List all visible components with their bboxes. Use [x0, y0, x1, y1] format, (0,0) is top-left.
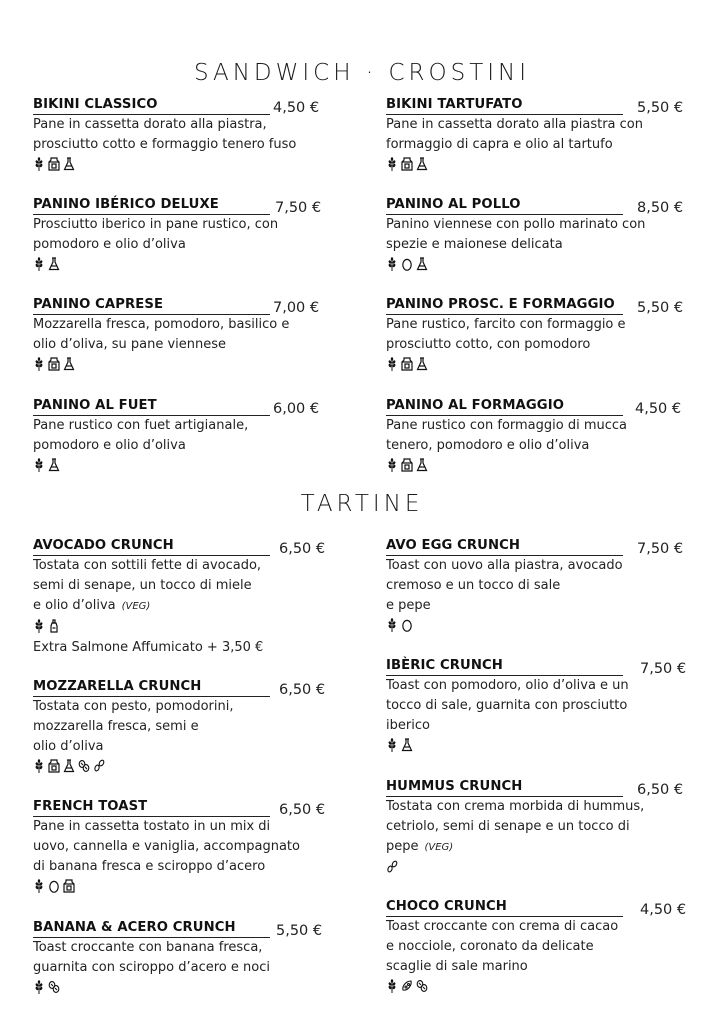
item-description	[33, 817, 333, 877]
description-line: Pane in cassetta dorato alla piastra con	[386, 117, 643, 132]
item-name: PANINO AL FORMAGGIO	[386, 398, 623, 416]
item-description	[386, 416, 686, 456]
description-line: guarnita con sciroppo d’acero e noci	[33, 960, 270, 975]
item-name: BANANA & ACERO CRUNCH	[33, 920, 270, 938]
description-line: Panino viennese con pollo marinato con	[386, 217, 646, 232]
description-line: Toast croccante con crema di cacao	[386, 919, 619, 934]
mustard-bottle-icon	[48, 619, 60, 633]
item-name: CHOCO CRUNCH	[386, 899, 623, 917]
allergen-icons	[386, 859, 686, 875]
description-line: pomodoro e olio d’oliva	[33, 237, 186, 252]
sandwich-menu-item	[386, 398, 686, 473]
item-price: 5,50 €	[637, 300, 684, 316]
sandwich-menu-item	[33, 97, 333, 172]
wheat-icon	[386, 357, 398, 371]
item-price: 6,50 €	[637, 782, 684, 798]
description-line: pepe (VEG)	[386, 839, 454, 854]
item-name: BIKINI CLASSICO	[33, 97, 270, 115]
description-line: Pane in cassetta tostato in un mix di	[33, 819, 271, 834]
sandwich-menu-item	[33, 297, 333, 372]
item-description	[33, 315, 333, 355]
wheat-icon	[386, 458, 398, 472]
flask-icon	[63, 357, 75, 371]
allergen-icons	[386, 356, 686, 372]
description-line: semi di senape, un tocco di miele	[33, 578, 252, 593]
description-line: scaglie di sale marino	[386, 959, 528, 974]
egg-icon	[48, 879, 60, 893]
item-description	[386, 676, 686, 736]
item-name: PANINO PROSC. E FORMAGGIO	[386, 297, 623, 315]
item-price: 4,50 €	[273, 100, 320, 116]
item-description	[33, 416, 333, 456]
description-line: prosciutto cotto e formaggio tenero fuso	[33, 137, 297, 152]
extra-option: Extra Salmone Affumicato + 3,50 €	[33, 640, 264, 655]
item-description	[33, 215, 333, 255]
milk-carton-icon	[48, 157, 60, 171]
wheat-icon	[33, 759, 45, 773]
item-price: 6,50 €	[279, 682, 326, 698]
item-name: IBÈRIC CRUNCH	[386, 658, 623, 676]
item-price: 7,50 €	[637, 541, 684, 557]
nuts-icon	[48, 980, 60, 994]
description-line: di banana fresca e sciroppo d’acero	[33, 859, 266, 874]
allergen-icons	[33, 758, 333, 774]
allergen-icons	[33, 878, 333, 894]
item-name: PANINO AL FUET	[33, 398, 270, 416]
description-line: mozzarella fresca, semi e	[33, 719, 199, 734]
item-price: 6,00 €	[273, 401, 320, 417]
item-name: PANINO AL POLLO	[386, 197, 623, 215]
description-line: Pane rustico con fuet artigianale,	[33, 418, 249, 433]
description-line: iberico	[386, 718, 430, 733]
flask-icon	[63, 157, 75, 171]
allergen-icons	[33, 156, 333, 172]
wheat-icon	[386, 979, 398, 993]
item-price: 5,50 €	[276, 923, 323, 939]
tartine-section-title: TARTINE	[300, 491, 424, 517]
sandwich-menu-item	[33, 398, 333, 473]
wheat-icon	[33, 879, 45, 893]
description-line: Pane rustico, farcito con formaggio e	[386, 317, 626, 332]
description-line: Tostata con crema morbida di hummus,	[386, 799, 645, 814]
item-price: 7,50 €	[275, 200, 322, 216]
milk-carton-icon	[401, 458, 413, 472]
tartine-menu-item	[33, 920, 333, 995]
description-line: uovo, cannella e vaniglia, accompagnato	[33, 839, 300, 854]
item-description	[386, 115, 686, 155]
item-name: MOZZARELLA CRUNCH	[33, 679, 270, 697]
description-line: prosciutto cotto, con pomodoro	[386, 337, 591, 352]
description-line: cetriolo, semi di senape e un tocco di	[386, 819, 630, 834]
milk-carton-icon	[401, 157, 413, 171]
egg-icon	[401, 618, 413, 632]
allergen-icons	[386, 457, 686, 473]
item-description	[33, 697, 333, 757]
item-description	[33, 938, 333, 978]
description-line: cremoso e un tocco di sale	[386, 578, 561, 593]
allergen-icons	[386, 617, 686, 633]
seeds-icon	[386, 860, 398, 874]
description-line: e olio d’oliva (VEG)	[33, 598, 151, 613]
flask-icon	[416, 257, 428, 271]
nuts-icon	[78, 759, 90, 773]
allergen-icons	[33, 356, 333, 372]
description-line: Tostata con sottili fette di avocado,	[33, 558, 262, 573]
item-name: PANINO CAPRESE	[33, 297, 270, 315]
milk-carton-icon	[48, 357, 60, 371]
item-description	[33, 556, 333, 617]
description-line: e pepe	[386, 598, 431, 613]
wheat-icon	[33, 257, 45, 271]
allergen-icons	[33, 256, 333, 272]
sandwich-section-title: SANDWICH · CROSTINI	[193, 60, 531, 86]
item-price: 6,50 €	[279, 802, 326, 818]
description-line: spezie e maionese delicata	[386, 237, 563, 252]
flask-icon	[416, 157, 428, 171]
flask-icon	[416, 357, 428, 371]
wheat-icon	[33, 619, 45, 633]
milk-carton-icon	[48, 759, 60, 773]
description-line: Pane rustico con formaggio di mucca	[386, 418, 628, 433]
sandwich-menu-item	[386, 97, 686, 172]
description-line: olio d’oliva, su pane viennese	[33, 337, 227, 352]
allergen-icons	[33, 618, 333, 634]
sandwich-menu-item	[33, 197, 333, 272]
tartine-menu-item	[386, 779, 686, 875]
flask-icon	[416, 458, 428, 472]
description-line: tocco di sale, guarnita con prosciutto	[386, 698, 628, 713]
description-line: Toast con pomodoro, olio d’oliva e un	[386, 678, 629, 693]
description-line: Toast croccante con banana fresca,	[33, 940, 263, 955]
egg-icon	[401, 257, 413, 271]
item-price: 4,50 €	[640, 902, 687, 918]
tartine-menu-item	[386, 538, 686, 633]
tartine-menu-item	[33, 538, 333, 658]
item-name: AVOCADO CRUNCH	[33, 538, 270, 556]
item-description	[386, 556, 686, 616]
tartine-menu-item	[33, 679, 333, 774]
tartine-menu-item	[386, 899, 686, 994]
item-description	[386, 215, 686, 255]
description-line: e nocciole, coronato da delicate	[386, 939, 594, 954]
description-line: Pane in cassetta dorato alla piastra,	[33, 117, 267, 132]
description-line: Mozzarella fresca, pomodoro, basilico e	[33, 317, 290, 332]
soy-icon	[401, 979, 413, 993]
item-price: 8,50 €	[637, 200, 684, 216]
wheat-icon	[386, 738, 398, 752]
flask-icon	[63, 759, 75, 773]
item-name: HUMMUS CRUNCH	[386, 779, 623, 797]
milk-carton-icon	[401, 357, 413, 371]
item-name: BIKINI TARTUFATO	[386, 97, 623, 115]
veg-tag: (VEG)	[121, 601, 151, 612]
allergen-icons	[33, 457, 333, 473]
wheat-icon	[33, 157, 45, 171]
wheat-icon	[33, 357, 45, 371]
description-line: Tostata con pesto, pomodorini,	[33, 699, 234, 714]
tartine-menu-item	[386, 658, 686, 753]
wheat-icon	[33, 458, 45, 472]
item-description	[386, 797, 686, 858]
nuts-icon	[416, 979, 428, 993]
description-line: olio d’oliva	[33, 739, 104, 754]
description-line: tenero, pomodoro e olio d’oliva	[386, 438, 590, 453]
sandwich-menu-item	[386, 297, 686, 372]
allergen-icons	[386, 978, 686, 994]
description-line: Toast con uovo alla piastra, avocado	[386, 558, 623, 573]
seeds-icon	[93, 759, 105, 773]
description-line: formaggio di capra e olio al tartufo	[386, 137, 613, 152]
wheat-icon	[33, 980, 45, 994]
item-description	[386, 917, 686, 977]
sandwich-menu-item	[386, 197, 686, 272]
veg-tag: (VEG)	[424, 842, 454, 853]
item-price: 7,50 €	[640, 661, 687, 677]
item-description	[33, 115, 333, 155]
item-name: FRENCH TOAST	[33, 799, 270, 817]
flask-icon	[401, 738, 413, 752]
item-price: 7,00 €	[273, 300, 320, 316]
flask-icon	[48, 458, 60, 472]
allergen-icons	[386, 256, 686, 272]
wheat-icon	[386, 157, 398, 171]
allergen-icons	[386, 737, 686, 753]
milk-carton-icon	[63, 879, 75, 893]
allergen-icons	[386, 156, 686, 172]
item-price: 5,50 €	[637, 100, 684, 116]
item-name: PANINO IBÉRICO DELUXE	[33, 197, 270, 215]
item-price: 6,50 €	[279, 541, 326, 557]
item-name: AVO EGG CRUNCH	[386, 538, 623, 556]
tartine-menu-item	[33, 799, 333, 894]
wheat-icon	[386, 257, 398, 271]
item-description	[386, 315, 686, 355]
item-price: 4,50 €	[635, 401, 682, 417]
flask-icon	[48, 257, 60, 271]
allergen-icons	[33, 979, 333, 995]
description-line: pomodoro e olio d’oliva	[33, 438, 186, 453]
description-line: Prosciutto iberico in pane rustico, con	[33, 217, 279, 232]
wheat-icon	[386, 618, 398, 632]
